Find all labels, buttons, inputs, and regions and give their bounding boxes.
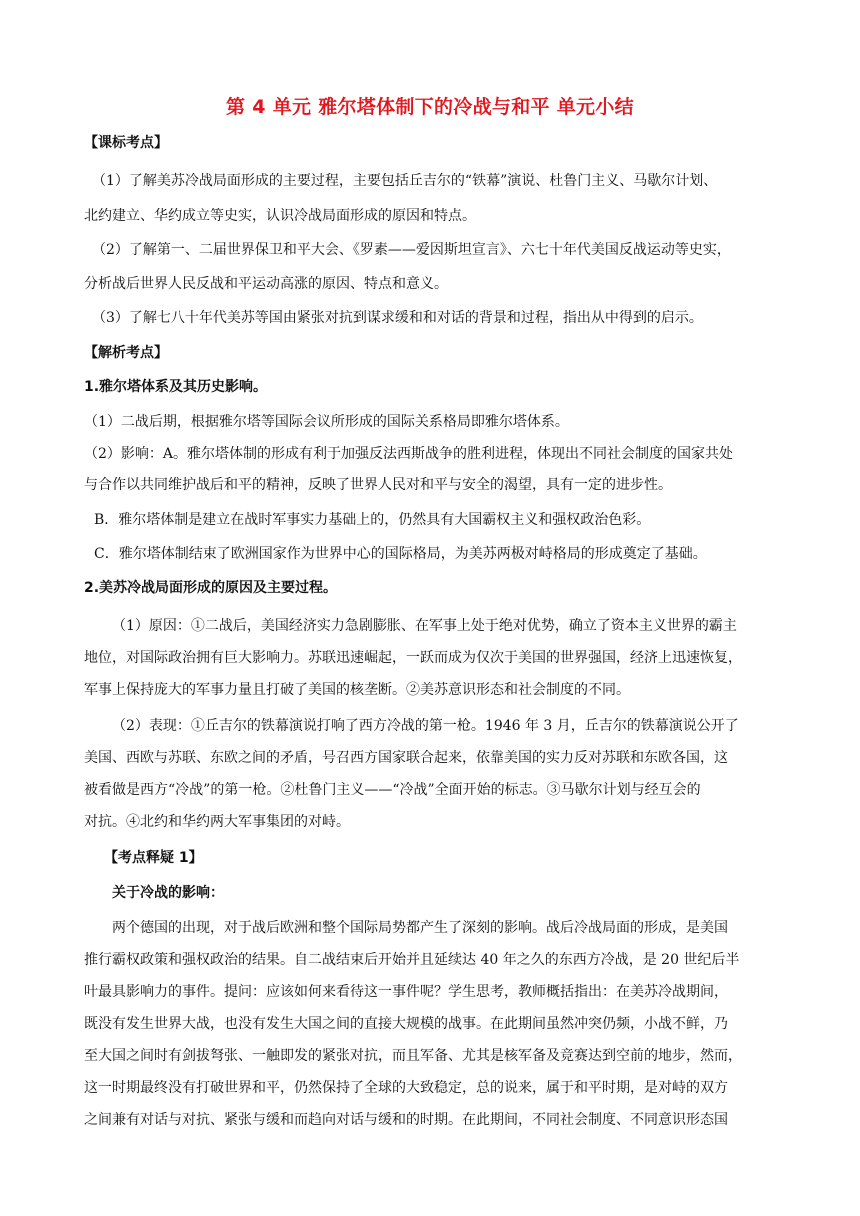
- point1-heading: 1.雅尔塔体系及其历史影响。: [84, 379, 268, 395]
- point2-reason-line-1: （1）原因：①二战后，美国经济实力急剧膨胀、在军事上处于绝对优势，确立了资本主义世界的霸主: [112, 618, 737, 634]
- shiyi-subheading: 关于冷战的影响：: [112, 885, 224, 901]
- shiyi-heading: 【考点释疑 1】: [104, 850, 203, 866]
- point1-item-b: B．雅尔塔体制是建立在战时军事实力基础上的，仍然具有大国霸权主义和强权政治色彩。: [94, 512, 651, 528]
- point1-item-1: （1）二战后期，根据雅尔塔等国际会议所形成的国际关系格局即雅尔塔体系。: [84, 414, 569, 430]
- shiyi-paragraph-line-4: 既没有发生世界大战，也没有发生大国之间的直接大规模的战事。在此期间虽然冲突仍频，小战不鲜，乃: [84, 1016, 728, 1032]
- point2-detail-line-1: （2）表现：①丘吉尔的铁幕演说打响了西方冷战的第一枪。1946 年 3 月，丘吉尔的铁幕演说公开了: [112, 718, 739, 734]
- point2-detail-line-4: 对抗。④北约和华约两大军事集团的对峙。: [84, 814, 350, 830]
- point1-item-2-line-2: 与合作以共同维护战后和平的精神，反映了世界人民对和平与安全的渴望，具有一定的进步性。: [84, 477, 672, 493]
- kebiao-item-2-line-2: 分析战后世界人民反战和平运动高涨的原因、特点和意义。: [84, 276, 448, 292]
- point2-heading: 2.美苏冷战局面形成的原因及主要过程。: [84, 580, 338, 596]
- kebiao-item-1-line-2: 北约建立、华约成立等史实，认识冷战局面形成的原因和特点。: [84, 208, 476, 224]
- point2-detail-line-3: 被看做是西方“冷战”的第一枪。②杜鲁门主义——“冷战”全面开始的标志。③马歇尔计划与经互会的: [84, 782, 701, 798]
- point2-reason-line-2: 地位，对国际政治拥有巨大影响力。苏联迅速崛起，一跃而成为仅次于美国的世界强国，经济上迅速恢复，: [84, 650, 742, 666]
- shiyi-paragraph-line-1: 两个德国的出现，对于战后欧洲和整个国际局势都产生了深刻的影响。战后冷战局面的形成，是美国: [112, 920, 728, 936]
- point1-item-2-line-1: （2）影响：A。雅尔塔体制的形成有利于加强反法西斯战争的胜利进程，体现出不同社会制度的国家共处: [84, 446, 734, 462]
- point2-reason-line-3: 军事上保持庞大的军事力量且打破了美国的核垄断。②美苏意识形态和社会制度的不同。: [84, 682, 630, 698]
- point1-item-c: C．雅尔塔体制结束了欧洲国家作为世界中心的国际格局，为美苏两极对峙格局的形成奠定了基础。: [94, 546, 707, 562]
- point2-detail-line-2: 美国、西欧与苏联、东欧之间的矛盾，号召西方国家联合起来，依靠美国的实力反对苏联和东欧各国，这: [84, 750, 728, 766]
- shiyi-paragraph-line-7: 之间兼有对话与对抗、紧张与缓和而趋向对话与缓和的时期。在此期间，不同社会制度、不同意识形态国: [84, 1112, 728, 1128]
- kebiao-item-2-line-1: （2）了解第一、二届世界保卫和平大会、《罗素——爱因斯坦宣言》、六七十年代美国反战运动等史实，: [92, 242, 731, 258]
- kebiao-item-1-line-1: （1）了解美苏冷战局面形成的主要过程，主要包括丘吉尔的“铁幕”演说、杜鲁门主义、马歇尔计划、: [92, 173, 718, 189]
- shiyi-paragraph-line-6: 这一时期最终没有打破世界和平，仍然保持了全球的大致稳定，总的说来，属于和平时期，是对峙的双方: [84, 1080, 728, 1096]
- shiyi-paragraph-line-3: 叶最具影响力的事件。提问：应该如何来看待这一事件呢？学生思考，教师概括指出：在美苏冷战期间，: [84, 984, 728, 1000]
- shiyi-paragraph-line-2: 推行霸权政策和强权政治的结果。自二战结束后开始并且延续达 40 年之久的东西方冷战，是 20 世纪后半: [84, 952, 740, 968]
- kebiao-heading: 【课标考点】: [84, 135, 168, 151]
- kebiao-item-3: （3）了解七八十年代美苏等国由紧张对抗到谋求缓和和对话的背景和过程，指出从中得到的启示。: [92, 310, 703, 326]
- jiexi-heading: 【解析考点】: [84, 345, 168, 361]
- page-title: 第 4 单元 雅尔塔体制下的冷战与和平 单元小结: [226, 96, 634, 118]
- shiyi-paragraph-line-5: 至大国之间时有剑拔弩张、一触即发的紧张对抗，而且军备、尤其是核军备及竞赛达到空前的地步，然而，: [84, 1048, 742, 1064]
